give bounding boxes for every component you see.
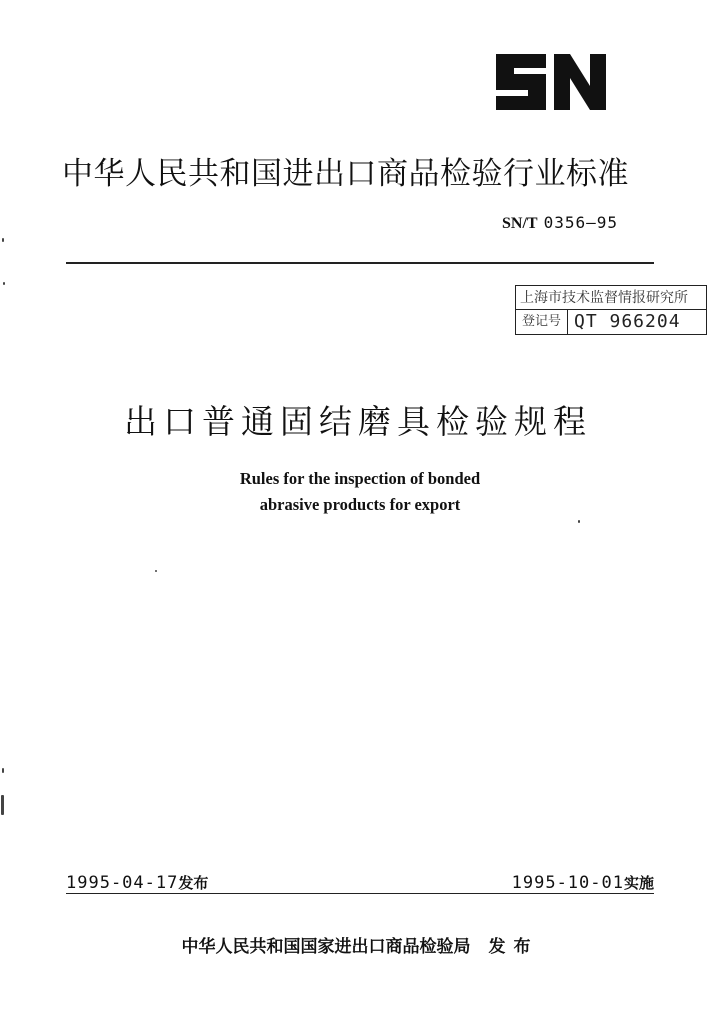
effective-date-value: 1995-10-01 (511, 873, 624, 893)
scan-speck (1, 795, 4, 815)
publisher (0, 932, 720, 957)
document-title-chinese: 出口普通固结磨具检验规程 (124, 402, 592, 441)
scan-speck (3, 282, 5, 285)
header-divider (66, 262, 654, 264)
effective-date (512, 872, 654, 893)
effective-date-label: 实施 (623, 874, 654, 892)
english-title-line-1: Rules for the inspection of bonded (239, 469, 481, 488)
issue-date-label: 发布 (178, 874, 209, 892)
standard-prefix: SN/T (501, 215, 538, 232)
scan-speck (2, 238, 4, 242)
standard-number-value: 0356—95 (543, 213, 618, 232)
scan-speck (578, 520, 580, 523)
sn-logo (492, 52, 608, 112)
standard-number (502, 213, 618, 233)
registration-stamp (515, 285, 707, 335)
logo-letter-n (554, 54, 606, 110)
logo-letter-s (496, 54, 546, 110)
footer-divider (66, 893, 654, 894)
english-title-line-2: abrasive products for export (259, 495, 461, 514)
issue-date-value: 1995-04-17 (66, 873, 179, 893)
standard-organization-title: 中华人民共和国进出口商品检验行业标准 (62, 156, 629, 192)
stamp-registration-number: QT 966204 (574, 311, 681, 332)
issue-date (66, 872, 208, 893)
document-title-english (0, 466, 720, 518)
stamp-organization: 上海市技术监督情报研究所 (516, 286, 706, 310)
publisher-organization: 中华人民共和国国家进出口商品检验局 (181, 937, 471, 957)
scan-speck (155, 570, 157, 572)
publisher-action: 发布 (488, 937, 539, 957)
scan-speck (2, 768, 4, 773)
stamp-registration-label: 登记号 (516, 310, 568, 334)
stamp-registration-row (516, 310, 706, 334)
